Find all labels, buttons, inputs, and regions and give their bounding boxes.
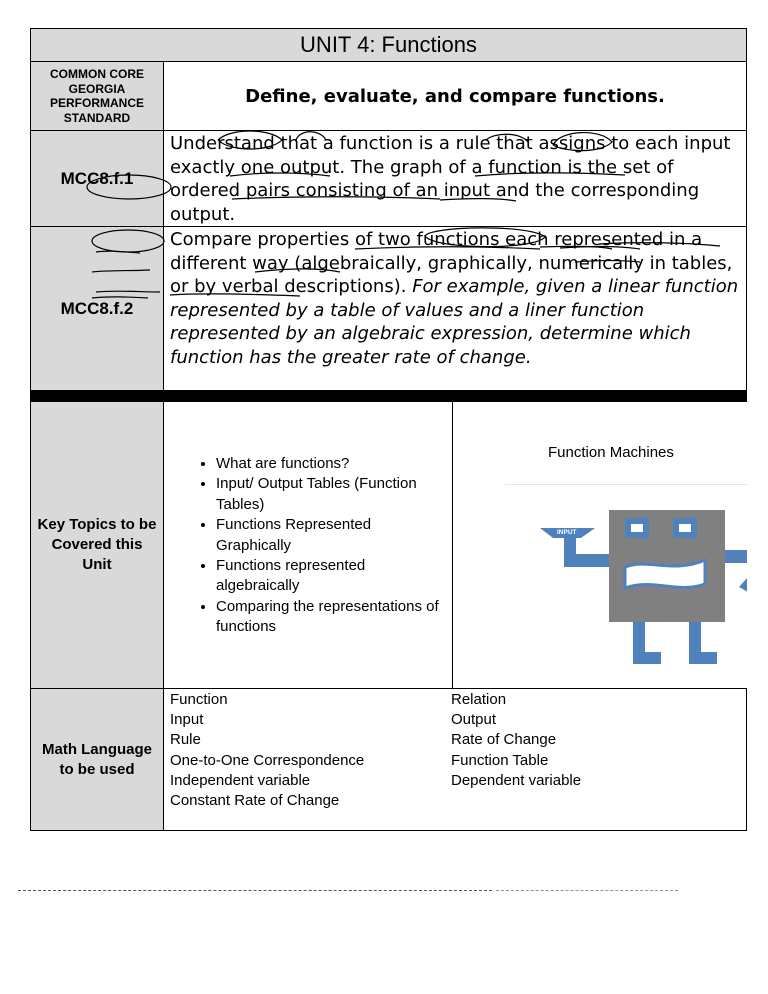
list-item: • Input/ Output Tables (Function Tables): [216, 474, 444, 515]
key-topics-list: [194, 454, 444, 638]
robot-illustration: [453, 402, 747, 689]
standard-text: [170, 228, 742, 369]
list-item: • Functions Represented Graphically: [216, 515, 444, 556]
list-item: • Comparing the representations of functions: [216, 597, 444, 638]
vocab-left-column: [170, 690, 364, 811]
list-item: • Functions represented algebraically: [216, 556, 444, 597]
standard-label-cell: [30, 61, 164, 131]
standard-text-main: Compare properties of two functions each represented in a different way (algebraically, graphically, numerically in tables, or by verbal descriptions).: [170, 229, 733, 297]
standard-code-cell-2: [30, 226, 164, 391]
unit-title: UNIT 4: Functions: [300, 32, 477, 57]
standard-example: For example, given a linear function represented by a table of values and a liner function represented by an algebraic expression, determine which function has the greater rate of change.: [170, 276, 739, 368]
vocab-term: Input: [170, 711, 204, 729]
vocab-term: Relation: [451, 691, 507, 708]
function-machine-cell: [452, 401, 747, 689]
standard-label: COMMON CORE GEORGIA PERFORMANCE STANDARD: [49, 67, 144, 125]
input-tray-label: INPUT: [557, 529, 577, 536]
vocab-term: Independent variable: [170, 771, 311, 789]
unit-title-cell: [30, 28, 747, 62]
vocab-term: Rate of Change: [451, 731, 557, 749]
cut-line-extension: [496, 890, 678, 891]
vocab-term: Function: [170, 691, 228, 708]
vocab-term: Constant Rate of Change: [170, 792, 340, 810]
vocab-right-column: [451, 690, 581, 791]
vocab-term: Rule: [170, 731, 201, 749]
standard-code: MCC8.f.2: [60, 298, 134, 318]
math-language-label-cell: [30, 688, 164, 831]
math-language-cell: [163, 688, 747, 831]
cut-line: [18, 890, 492, 891]
standard-code-cell-1: [30, 130, 164, 227]
key-topics-list-cell: [163, 401, 453, 689]
standard-heading: Define, evaluate, and compare functions.: [245, 85, 665, 107]
vocab-term: Function Table: [451, 751, 549, 769]
standard-text: Understand that a function is a rule that assigns to each input exactly one output. The graph of a function is the set of ordered pairs consisting of an input and the corresponding output.: [170, 133, 731, 225]
key-topics-label: Key Topics to be Covered this Unit: [37, 516, 157, 573]
math-language-label: Math Language to be used: [41, 740, 152, 778]
standard-text-cell-1: [163, 130, 747, 227]
vocab-term: Dependent variable: [451, 771, 582, 789]
standard-code: MCC8.f.1: [60, 168, 134, 188]
vocab-term: One-to-One Correspondence: [170, 751, 365, 769]
key-topics-label-cell: [30, 401, 164, 689]
vocab-term: Output: [451, 711, 497, 729]
list-item: • What are functions?: [216, 454, 444, 474]
function-machine-title: Function Machines: [548, 444, 674, 461]
standard-text-cell-2: [163, 226, 747, 391]
standard-heading-cell: [163, 61, 747, 131]
